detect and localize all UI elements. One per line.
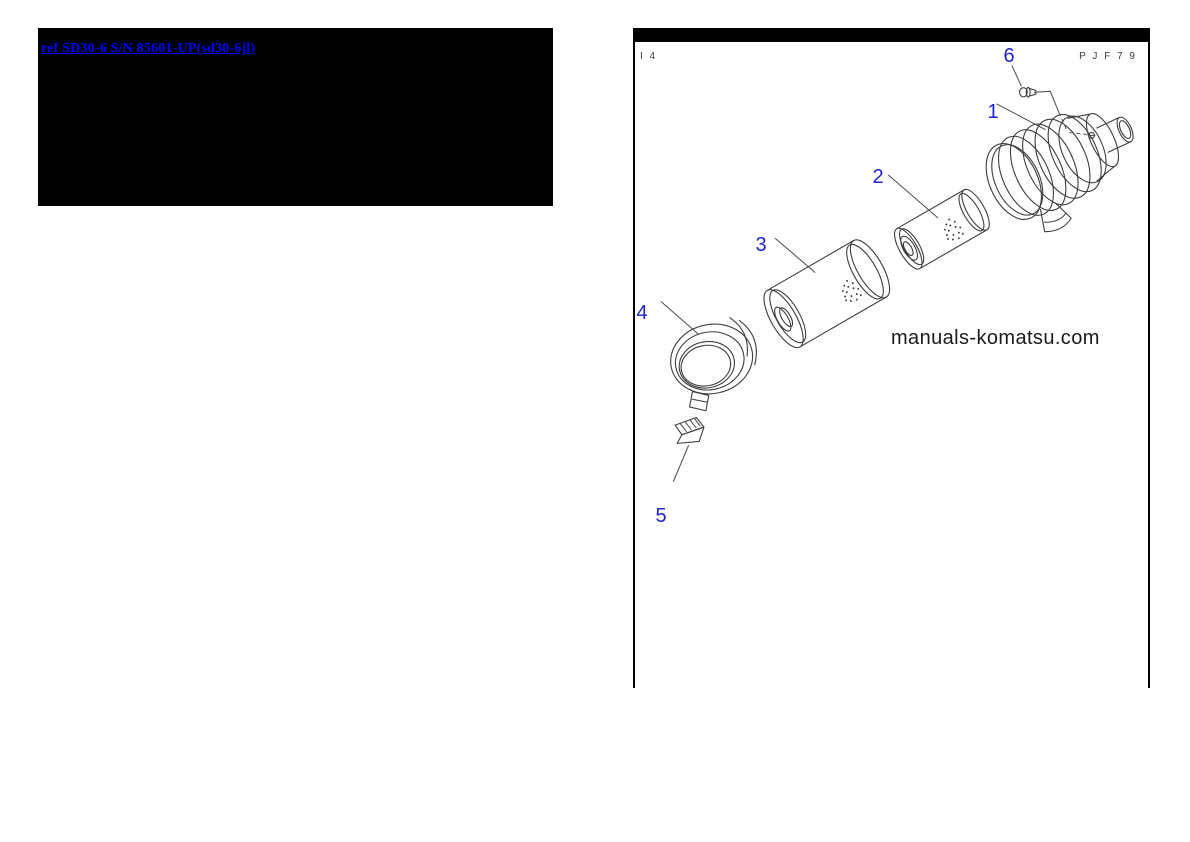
diagram-frame — [633, 28, 1150, 688]
callout-4[interactable]: 4 — [636, 302, 648, 324]
ref-link[interactable]: ref SD30-6 S/N 85601-UP(sd30-6jl) — [41, 41, 256, 56]
callout-layer — [633, 28, 1150, 688]
callout-5[interactable]: 5 — [655, 505, 667, 527]
callout-6[interactable]: 6 — [1003, 45, 1015, 67]
plate-code-left: I 4 — [640, 51, 658, 62]
plate-code-right: P J F 7 9 — [1079, 51, 1137, 62]
watermark: manuals-komatsu.com — [891, 327, 1100, 349]
callout-3[interactable]: 3 — [755, 234, 767, 256]
callout-2[interactable]: 2 — [872, 166, 884, 188]
source-panel — [38, 28, 553, 206]
callout-1[interactable]: 1 — [987, 101, 999, 123]
